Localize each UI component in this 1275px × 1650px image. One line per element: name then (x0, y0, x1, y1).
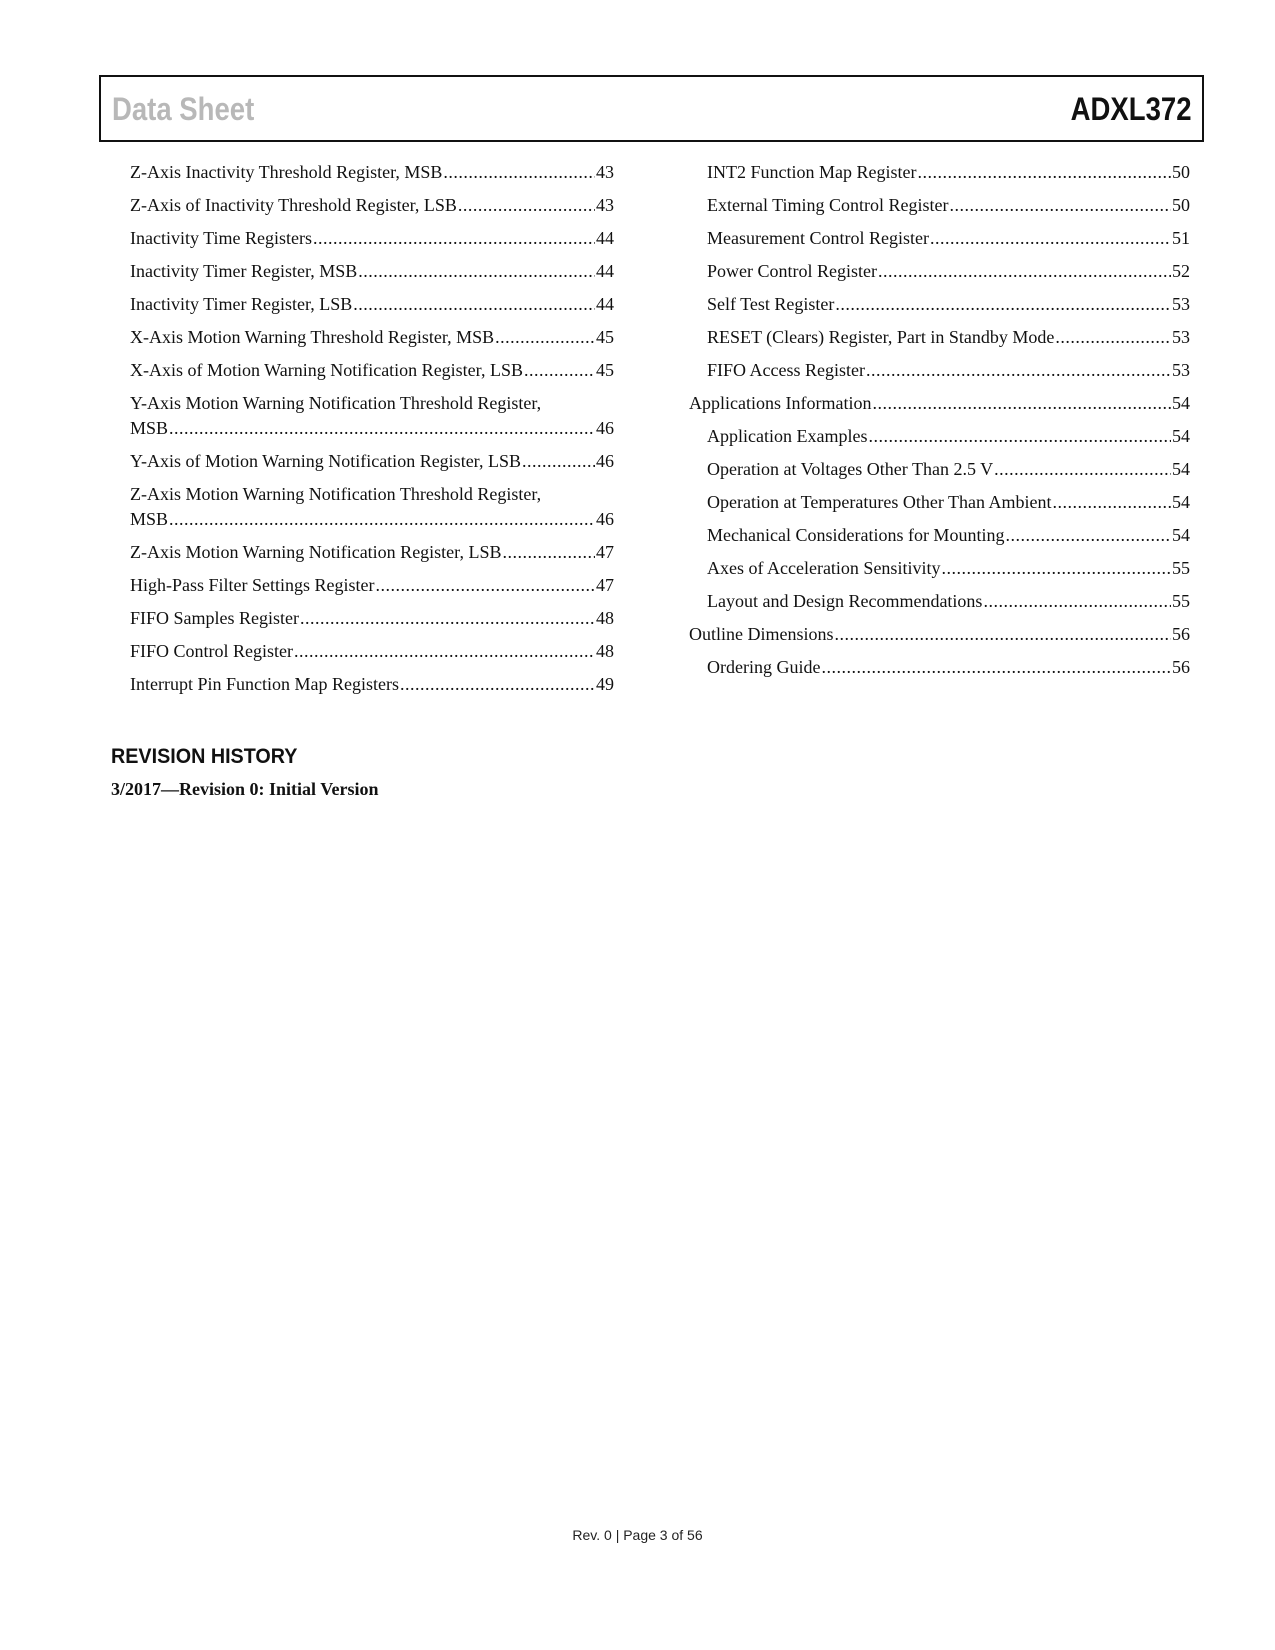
toc-entry-label: Outline Dimensions (689, 624, 834, 644)
toc-entry[interactable] (689, 556, 1190, 581)
toc-entry-label: Layout and Design Recommendations (707, 591, 983, 611)
toc-entry-label: Z-Axis Motion Warning Notification Register, LSB (130, 542, 502, 562)
toc-entry[interactable] (112, 193, 614, 218)
toc-entry-label: Z-Axis Inactivity Threshold Register, MSB (130, 162, 443, 182)
toc-leader-dots (941, 556, 1171, 581)
toc-leader-dots (443, 160, 595, 185)
toc-entry-label: FIFO Access Register (707, 360, 865, 380)
toc-page-number: 53 (1172, 294, 1190, 314)
toc-page-number: 47 (596, 542, 614, 562)
toc-page-number: 51 (1172, 228, 1190, 248)
toc-leader-dots (400, 672, 595, 697)
toc-page-number: 44 (596, 228, 614, 248)
toc-page-number: 45 (596, 327, 614, 347)
toc-leader-dots (1055, 325, 1171, 350)
toc-entry[interactable] (112, 573, 614, 598)
toc-leader-dots (458, 193, 595, 218)
toc-page-number: 55 (1172, 591, 1190, 611)
toc-entry-label: RESET (Clears) Register, Part in Standby Mode (707, 327, 1055, 347)
toc-entry[interactable] (689, 622, 1190, 647)
toc-entry[interactable] (689, 358, 1190, 383)
toc-entry-label: High-Pass Filter Settings Register (130, 575, 375, 595)
toc-entry-label: MSB (130, 509, 169, 529)
toc-entry[interactable] (112, 292, 614, 317)
toc-leader-dots (524, 358, 595, 383)
toc-entry-label: Applications Information (689, 393, 872, 413)
toc-entry-label: Power Control Register (707, 261, 877, 281)
toc-entry-label: X-Axis of Motion Warning Notification Register, LSB (130, 360, 523, 380)
toc-entry[interactable] (689, 259, 1190, 284)
toc-page-number: 43 (596, 162, 614, 182)
toc-page-number: 50 (1172, 162, 1190, 182)
toc-page-number: 56 (1172, 657, 1190, 677)
toc-entry[interactable] (112, 226, 614, 251)
toc-entry-label: Z-Axis of Inactivity Threshold Register, LSB (130, 195, 457, 215)
revision-history-heading: REVISION HISTORY (111, 745, 298, 768)
toc-leader-dots (358, 259, 595, 284)
toc-page-number: 56 (1172, 624, 1190, 644)
toc-entry[interactable] (112, 391, 614, 441)
toc-page-number: 45 (596, 360, 614, 380)
toc-leader-dots (376, 573, 596, 598)
toc-entry-label-line1: Y-Axis Motion Warning Notification Threshold Register, (130, 393, 542, 413)
toc-leader-dots (169, 416, 595, 441)
toc-leader-dots (835, 622, 1172, 647)
toc-entry[interactable] (112, 160, 614, 185)
toc-entry[interactable] (689, 160, 1190, 185)
toc-entry[interactable] (112, 482, 614, 532)
toc-leader-dots (300, 606, 595, 631)
toc-entry-label: Y-Axis of Motion Warning Notification Register, LSB (130, 451, 521, 471)
toc-entry-label-line1: Z-Axis Motion Warning Notification Threshold Register, (130, 484, 542, 504)
toc-leader-dots (1005, 523, 1171, 548)
toc-entry[interactable] (689, 424, 1190, 449)
toc-entry[interactable] (112, 540, 614, 565)
toc-leader-dots (835, 292, 1171, 317)
page-header (99, 75, 1204, 142)
toc-page-number: 55 (1172, 558, 1190, 578)
toc-page-number: 52 (1172, 261, 1190, 281)
toc-entry-label: Self Test Register (707, 294, 835, 314)
toc-column-right (689, 160, 1190, 688)
toc-page-number: 43 (596, 195, 614, 215)
toc-page-number: 48 (596, 608, 614, 628)
toc-leader-dots (313, 226, 595, 251)
toc-leader-dots (930, 226, 1171, 251)
toc-page-number: 53 (1172, 327, 1190, 347)
toc-entry[interactable] (112, 672, 614, 697)
toc-entry[interactable] (689, 490, 1190, 515)
toc-entry-label: Interrupt Pin Function Map Registers (130, 674, 399, 694)
toc-entry[interactable] (112, 325, 614, 350)
toc-leader-dots (502, 540, 595, 565)
toc-entry[interactable] (689, 589, 1190, 614)
toc-page-number: 47 (596, 575, 614, 595)
toc-entry-label: X-Axis Motion Warning Threshold Register, MSB (130, 327, 495, 347)
part-number: ADXL372 (1070, 91, 1191, 127)
toc-leader-dots (878, 259, 1171, 284)
toc-entry[interactable] (112, 259, 614, 284)
toc-entry-label: Application Examples (707, 426, 868, 446)
toc-leader-dots (917, 160, 1171, 185)
toc-leader-dots (522, 449, 595, 474)
toc-entry[interactable] (689, 655, 1190, 680)
toc-leader-dots (294, 639, 595, 664)
toc-page-number: 54 (1172, 426, 1190, 446)
toc-leader-dots (169, 507, 595, 532)
toc-page-number: 49 (596, 674, 614, 694)
toc-entry[interactable] (112, 639, 614, 664)
toc-entry[interactable] (689, 523, 1190, 548)
toc-page-number: 46 (596, 418, 614, 438)
toc-entry[interactable] (689, 193, 1190, 218)
toc-leader-dots (872, 391, 1171, 416)
toc-entry[interactable] (689, 325, 1190, 350)
toc-column-left (112, 160, 614, 705)
toc-entry-label: External Timing Control Register (707, 195, 949, 215)
toc-page-number: 54 (1172, 459, 1190, 479)
toc-entry-label: Axes of Acceleration Sensitivity (707, 558, 941, 578)
toc-page-number: 44 (596, 261, 614, 281)
toc-leader-dots (866, 358, 1171, 383)
toc-page-number: 50 (1172, 195, 1190, 215)
toc-entry[interactable] (689, 226, 1190, 251)
toc-leader-dots (1052, 490, 1171, 515)
toc-entry-label: FIFO Control Register (130, 641, 294, 661)
toc-page-number: 46 (596, 451, 614, 471)
toc-entry-label: Measurement Control Register (707, 228, 929, 248)
toc-leader-dots (983, 589, 1171, 614)
toc-entry[interactable] (112, 358, 614, 383)
toc-entry[interactable] (689, 292, 1190, 317)
page-footer: Rev. 0 | Page 3 of 56 (572, 1527, 703, 1543)
toc-entry-label: Inactivity Time Registers (130, 228, 312, 248)
toc-entry[interactable] (112, 606, 614, 631)
toc-leader-dots (868, 424, 1171, 449)
toc-entry-label: MSB (130, 418, 169, 438)
toc-leader-dots (950, 193, 1172, 218)
toc-leader-dots (994, 457, 1171, 482)
toc-entry-label: Mechanical Considerations for Mounting (707, 525, 1005, 545)
toc-entry-label: Inactivity Timer Register, LSB (130, 294, 353, 314)
toc-page-number: 54 (1172, 393, 1190, 413)
toc-entry-label: Operation at Voltages Other Than 2.5 V (707, 459, 994, 479)
toc-page-number: 44 (596, 294, 614, 314)
toc-entry-label: Operation at Temperatures Other Than Ambient (707, 492, 1052, 512)
toc-page-number: 46 (596, 509, 614, 529)
toc-leader-dots (821, 655, 1171, 680)
toc-entry[interactable] (112, 449, 614, 474)
document-type-label: Data Sheet (112, 91, 255, 127)
toc-entry[interactable] (689, 391, 1190, 416)
toc-entry-label: FIFO Samples Register (130, 608, 299, 628)
toc-page-number: 48 (596, 641, 614, 661)
toc-page-number: 54 (1172, 525, 1190, 545)
revision-entry: 3/2017—Revision 0: Initial Version (111, 779, 379, 799)
toc-leader-dots (495, 325, 595, 350)
toc-entry-label: Ordering Guide (707, 657, 821, 677)
toc-page-number: 53 (1172, 360, 1190, 380)
toc-entry[interactable] (689, 457, 1190, 482)
toc-entry-label: Inactivity Timer Register, MSB (130, 261, 358, 281)
toc-page-number: 54 (1172, 492, 1190, 512)
toc-leader-dots (353, 292, 595, 317)
toc-entry-label: INT2 Function Map Register (707, 162, 917, 182)
